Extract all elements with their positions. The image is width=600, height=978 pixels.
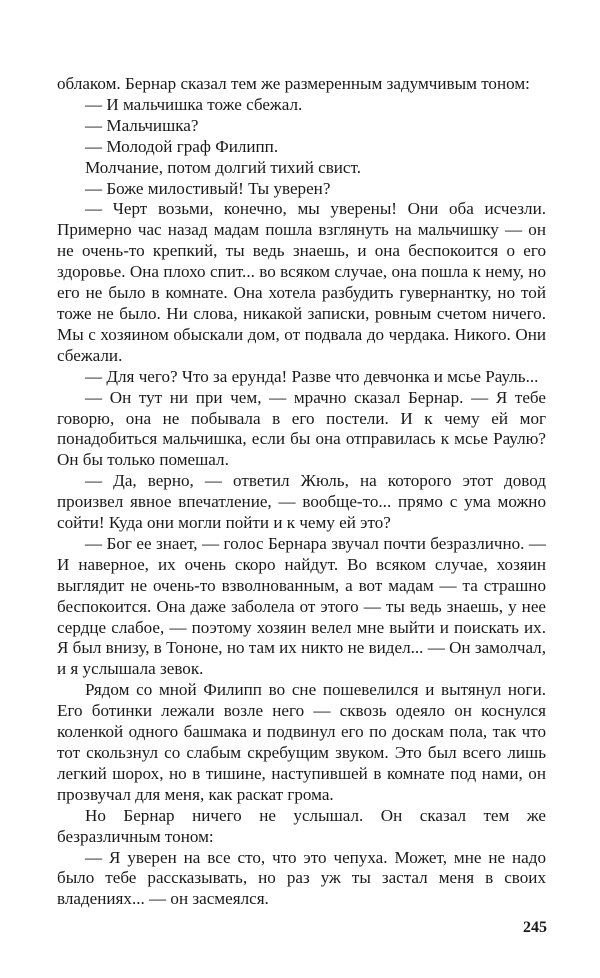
- paragraph-11: — Бог ее знает, — голос Бернара звучал почти безразлично. — И наверное, их очень скоро найдут. Во всяком случае, хозяин выглядит не очень-то взволнованным, а вот мадам — та страшно беспокоится. Она даже заболела от этого — ты ведь знаешь, у нее сердце слабое, — поэтому хозяин велел мне выйти и поискать их. Я был внизу, в Тононе, но там их никто не видел... — Он замолчал, и я услышала зевок.: [57, 533, 546, 679]
- paragraph-8: — Для чего? Что за ерунда! Разве что девчонка и мсье Рауль...: [85, 366, 539, 386]
- paragraph-10: — Да, верно, — ответил Жюль, на которого этот довод произвел явное впечатление, — вообще-то... прямо с ума можно сойти! Куда они могли пойти и к чему ей это?: [57, 471, 546, 533]
- paragraph-13: Но Бернар ничего не услышал. Он сказал тем же безразличным тоном:: [57, 805, 546, 846]
- book-page-text: [57, 74, 546, 910]
- paragraph-7: — Черт возьми, конечно, мы уверены! Они оба исчезли. Примерно час назад мадам пошла взглянуть на мальчишку — он не очень-то крепкий, ты ведь знаешь, и она беспокоится о его здоровье. Она плохо спит... во всяком случае, она пошла к нему, но его не было в комнате. Она хотела разбудить гувернантку, но той тоже не было. Ни слова, никакой записки, ровным счетом ничего. Мы с хозяином обыскали дом, от подвала до чердака. Никого. Они сбежали.: [57, 199, 546, 365]
- paragraph-9: — Он тут ни при чем, — мрачно сказал Бернар. — Я тебе говорю, она не побывала в его постели. И к чему ей мог понадобиться мальчишка, если бы она отправилась к мсье Раулю? Он бы только помешал.: [57, 387, 546, 470]
- page-number: 245: [523, 919, 547, 936]
- paragraph-3: — Мальчишка?: [85, 115, 199, 135]
- paragraph-4: — Молодой граф Филипп.: [85, 136, 279, 156]
- paragraph-12: Рядом со мной Филипп во сне пошевелился и вытянул ноги. Его ботинки лежали возле него — сквозь одеяло он коснулся коленкой одного башмака и подвинул его по доскам пола, так что тот скользнул со слабым скребущим звуком. Это был всего лишь легкий шорох, но в тишине, наступившей в комнате под нами, он прозвучал для меня, как раскат грома.: [57, 680, 546, 804]
- paragraph-5: Молчание, потом долгий тихий свист.: [85, 157, 361, 177]
- paragraph-1: облаком. Бернар сказал тем же размеренным задумчивым тоном:: [57, 74, 530, 93]
- paragraph-2: — И мальчишка тоже сбежал.: [85, 94, 303, 114]
- paragraph-6: — Боже милостивый! Ты уверен?: [85, 178, 331, 198]
- paragraph-14: — Я уверен на все сто, что это чепуха. Может, мне не надо было тебе рассказывать, но раз уж ты застал меня в своих владениях... — он засмеялся.: [57, 847, 546, 909]
